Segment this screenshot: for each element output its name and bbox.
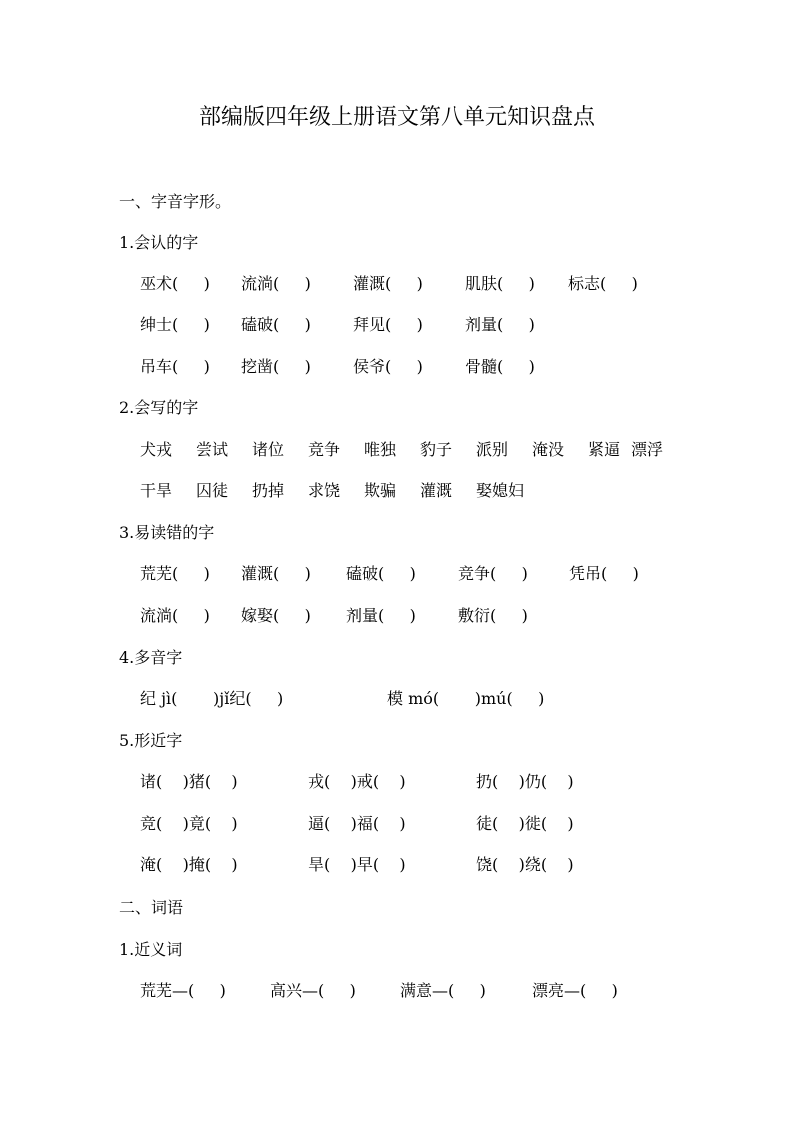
word-item: 高兴—( ) [270, 981, 356, 1000]
word-item: 豹子 [420, 440, 453, 459]
word-item: 娶媳妇 [476, 481, 525, 500]
word-item: 剂量( ) [465, 315, 535, 334]
write-characters-label: 2.会写的字 [119, 398, 199, 417]
word-item: 荒芜( ) [140, 564, 210, 583]
word-item: 凭吊( ) [569, 564, 639, 583]
word-item: 竞争 [308, 440, 341, 459]
misread-characters-label: 3.易读错的字 [119, 523, 215, 542]
similar-row-2 [140, 812, 574, 836]
word-item: 诸位 [252, 440, 285, 459]
word-item: 欺骗 [364, 481, 397, 500]
misread-row-2 [140, 604, 528, 628]
word-item: 敷衍( ) [458, 606, 528, 625]
word-item: 旱( )早( ) [308, 855, 406, 874]
recognize-row-3 [140, 355, 535, 379]
word-item: 派别 [476, 440, 509, 459]
write-row-2 [140, 479, 524, 503]
word-item: 满意—( ) [400, 981, 486, 1000]
word-item: 淹没 [532, 440, 565, 459]
recognize-row-1 [140, 272, 638, 296]
word-item: 囚徒 [196, 481, 229, 500]
word-item: 磕破( ) [346, 564, 416, 583]
section-heading-vocabulary: 二、词语 [119, 898, 184, 917]
word-item: 逼( )福( ) [308, 814, 406, 833]
word-item: 戎( )戒( ) [308, 772, 406, 791]
word-item: 巫术( ) [140, 274, 210, 293]
word-item: 绅士( ) [140, 315, 210, 334]
word-item: 唯独 [364, 440, 397, 459]
word-item: 淹( )掩( ) [140, 855, 238, 874]
word-item: 荒芜—( ) [140, 981, 226, 1000]
similar-row-1 [140, 770, 574, 794]
word-item: 尝试 [196, 440, 229, 459]
synonyms-row-1 [140, 979, 618, 1003]
polyphone-label: 4.多音字 [119, 648, 183, 667]
word-item: 漂亮—( ) [532, 981, 618, 1000]
word-item: 徒( )徙( ) [476, 814, 574, 833]
word-item: 诸( )猪( ) [140, 772, 238, 791]
word-item: 磕破( ) [241, 315, 311, 334]
word-item: 纪 jì( )jǐ纪( ) [140, 689, 284, 708]
section-heading-pronunciation: 一、字音字形。 [119, 192, 232, 211]
word-item: 竞( )竟( ) [140, 814, 238, 833]
word-item: 模 mó( )mú( ) [387, 689, 545, 708]
recognize-characters-label: 1.会认的字 [119, 233, 199, 252]
word-item: 侯爷( ) [353, 357, 423, 376]
word-item: 挖凿( ) [241, 357, 311, 376]
write-row-1 [140, 438, 663, 462]
word-item: 标志( ) [568, 274, 638, 293]
word-item: 吊车( ) [140, 357, 210, 376]
word-item: 扔掉 [252, 481, 285, 500]
recognize-row-2 [140, 313, 535, 337]
word-item: 干旱 [140, 481, 173, 500]
word-item: 漂浮 [631, 440, 664, 459]
word-item: 灌溉( ) [353, 274, 423, 293]
similar-row-3 [140, 853, 574, 877]
word-item: 扔( )仍( ) [476, 772, 574, 791]
word-item: 剂量( ) [346, 606, 416, 625]
word-item: 拜见( ) [353, 315, 423, 334]
word-item: 求饶 [308, 481, 341, 500]
word-item: 紧逼 [588, 440, 621, 459]
word-item: 灌溉 [420, 481, 453, 500]
page-title: 部编版四年级上册语文第八单元知识盘点 [198, 105, 595, 130]
word-item: 流淌( ) [241, 274, 311, 293]
polyphone-row-1 [140, 687, 544, 711]
word-item: 嫁娶( ) [241, 606, 311, 625]
word-item: 饶( )绕( ) [476, 855, 574, 874]
misread-row-1 [140, 562, 639, 586]
synonyms-label: 1.近义词 [119, 940, 183, 959]
similar-characters-label: 5.形近字 [119, 731, 183, 750]
word-item: 灌溉( ) [241, 564, 311, 583]
word-item: 流淌( ) [140, 606, 210, 625]
word-item: 犬戎 [140, 440, 173, 459]
word-item: 肌肤( ) [465, 274, 535, 293]
word-item: 骨髓( ) [465, 357, 535, 376]
word-item: 竞争( ) [458, 564, 528, 583]
